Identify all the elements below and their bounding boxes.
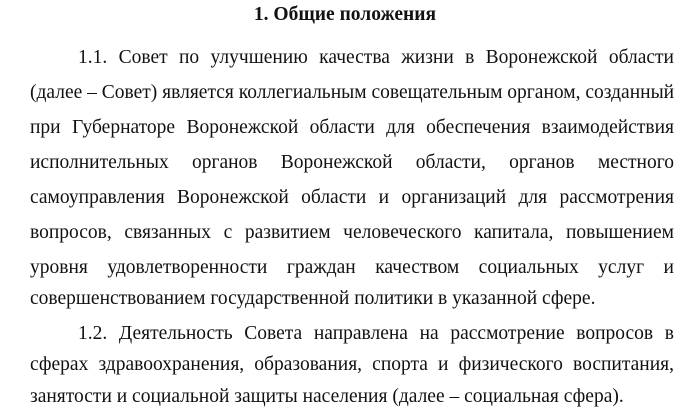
paragraph-1-1-line-7: уровня удовлетворенности граждан качеством социальных услуг и xyxy=(30,257,674,278)
paragraph-1-1-line-1: 1.1. Совет по улучшению качества жизни в Воронежской области xyxy=(78,47,674,68)
paragraph-1-2-line-2: сферах здравоохранения, образования, спорта и физического воспитания, xyxy=(30,354,674,375)
section-heading: 1. Общие положения xyxy=(253,4,437,25)
paragraph-1-1-line-3: при Губернаторе Воронежской области для обеспечения взаимодействия xyxy=(30,117,674,138)
paragraph-1-2-line-3: занятости и социальной защиты населения (далее – социальная сфера). xyxy=(30,386,624,407)
paragraph-1-1-line-8: совершенствованием государственной политики в указанной сфере. xyxy=(30,288,596,309)
paragraph-1-2-line-1: 1.2. Деятельность Совета направлена на рассмотрение вопросов в xyxy=(78,323,674,344)
paragraph-1-1-line-4: исполнительных органов Воронежской области, органов местного xyxy=(30,152,674,173)
paragraph-1-1-line-6: вопросов, связанных с развитием человеческого капитала, повышением xyxy=(30,222,674,243)
paragraph-1-1-line-5: самоуправления Воронежской области и организаций для рассмотрения xyxy=(30,187,674,208)
paragraph-1-1-line-2: (далее – Совет) является коллегиальным совещательным органом, созданный xyxy=(30,82,674,103)
